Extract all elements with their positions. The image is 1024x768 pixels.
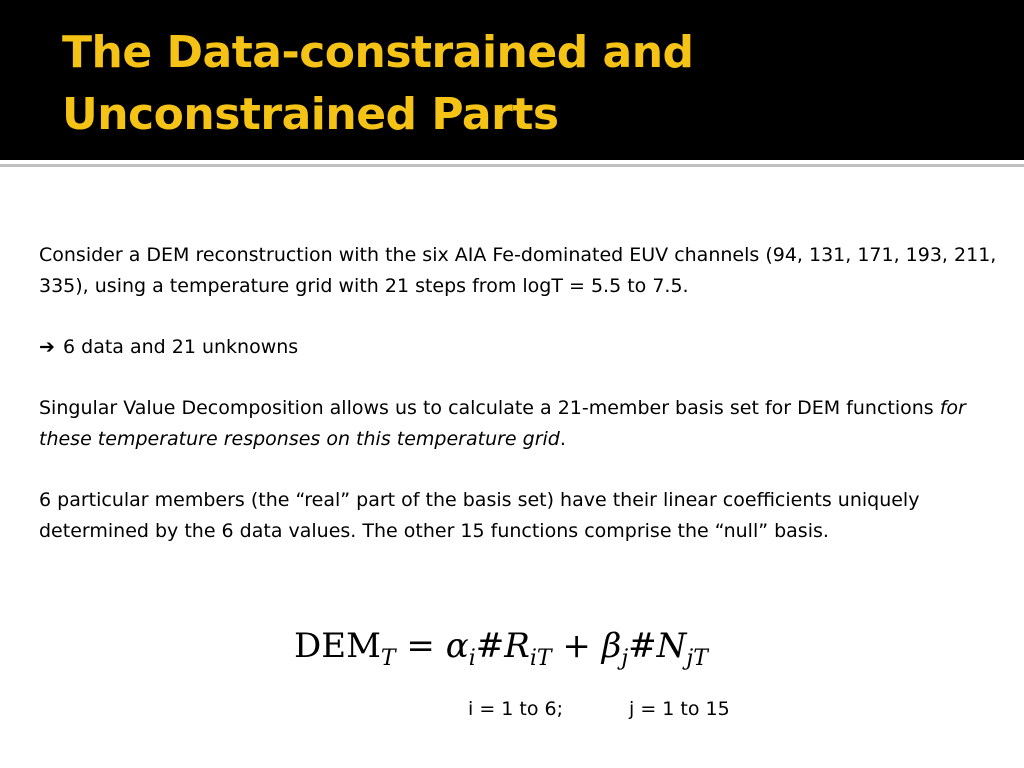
svd-text-italic: for these temperature responses on this temperature grid	[39, 397, 966, 450]
eq-beta: β	[601, 626, 622, 666]
dem-equation	[294, 626, 708, 671]
paragraph-data-unknowns	[39, 332, 999, 363]
arrow-right-icon: ➔	[39, 336, 55, 358]
eq-alpha-sub: i	[468, 646, 476, 671]
eq-hash-2: #	[628, 626, 657, 666]
slide-title	[62, 22, 694, 146]
eq-alpha: α	[445, 626, 469, 666]
eq-hash-1: #	[475, 626, 505, 666]
i-range-label: i = 1 to 6;	[468, 698, 564, 720]
title-band	[0, 0, 1024, 160]
title-divider	[0, 164, 1024, 167]
paragraph-basis-members: 6 particular members (the “real” part of the basis set) have their linear coefficients uniquely determined by the 6 data values. The other 15 functions comprise the “null” basis.	[39, 489, 920, 542]
eq-r-sub: iT	[529, 646, 552, 671]
eq-n-sub: jT	[686, 646, 708, 671]
index-labels	[468, 698, 730, 720]
slide-title-line-1: The Data-constrained and	[62, 27, 694, 78]
eq-beta-sub: j	[621, 646, 629, 671]
slide-body	[39, 240, 999, 577]
eq-lhs: DEM	[294, 626, 381, 666]
j-range-label: j = 1 to 15	[629, 698, 730, 720]
svd-text-suffix: .	[559, 428, 566, 450]
eq-n: N	[656, 626, 687, 666]
eq-equals: =	[406, 626, 435, 666]
data-unknowns-text: 6 data and 21 unknowns	[63, 336, 299, 358]
eq-plus: +	[562, 626, 591, 666]
slide-title-line-2: Unconstrained Parts	[62, 89, 559, 140]
eq-lhs-sub: T	[380, 646, 396, 671]
eq-r: R	[504, 626, 530, 666]
svd-text-prefix: Singular Value Decomposition allows us to calculate a 21-member basis set for DEM functions	[39, 397, 940, 419]
paragraph-dem-reconstruction: Consider a DEM reconstruction with the six AIA Fe-dominated EUV channels (94, 131, 171, 193, 211, 335), using a temperature grid with 21 steps from logT = 5.5 to 7.5.	[39, 244, 997, 297]
paragraph-svd	[39, 393, 999, 455]
